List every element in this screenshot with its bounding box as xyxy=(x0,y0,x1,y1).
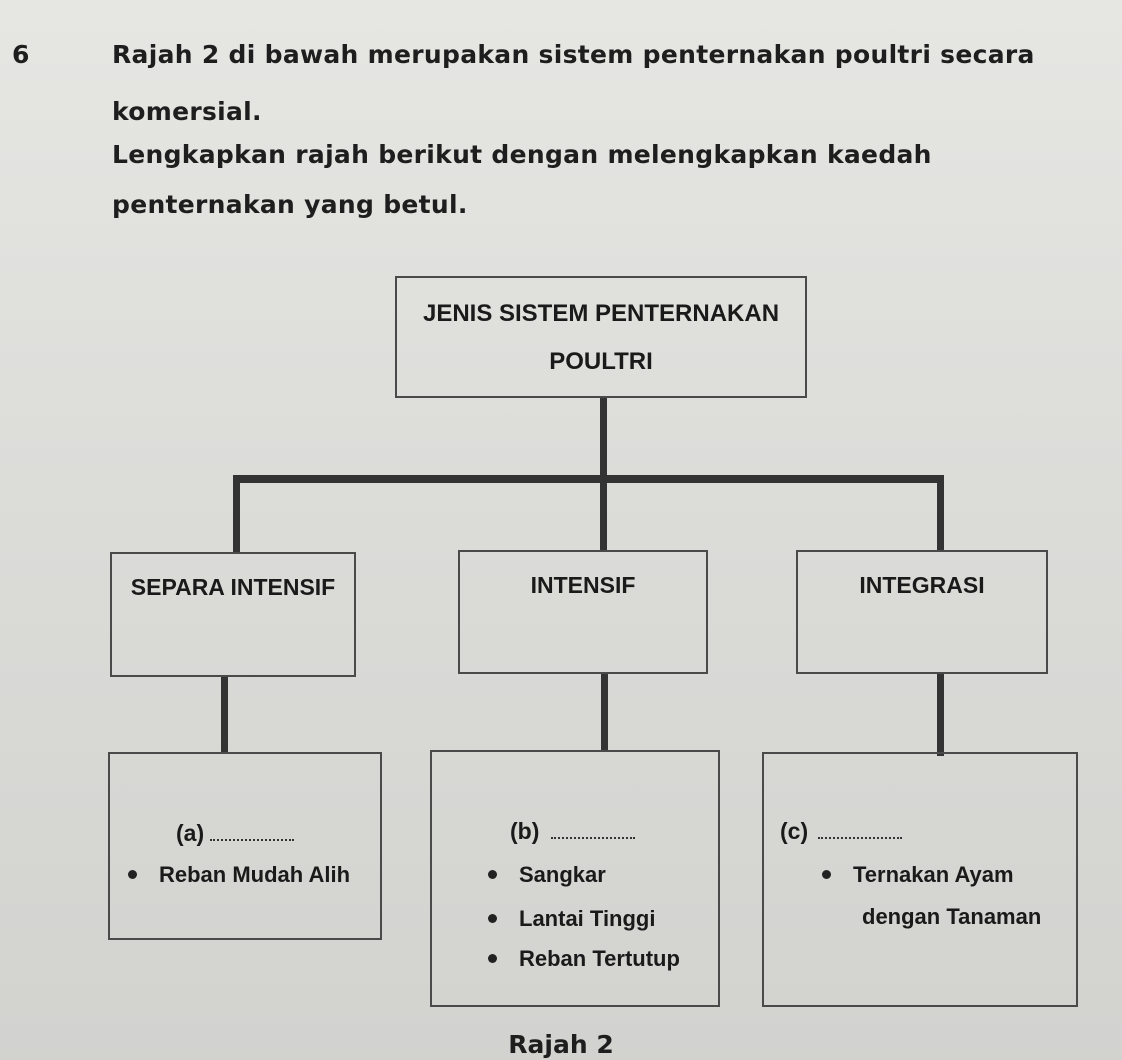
blank-b-label: (b) xyxy=(510,818,540,844)
connector-left-lower xyxy=(221,677,228,753)
category-label-intensif: INTENSIF xyxy=(530,572,636,598)
question-line-3: Lengkapkan rajah berikut dengan melengkapkan kaedah xyxy=(112,140,932,169)
answer-box-a xyxy=(108,752,382,940)
question-line-2: komersial. xyxy=(112,97,262,126)
category-label-separa-intensif: SEPARA INTENSIF xyxy=(130,574,336,600)
bullet-icon xyxy=(128,870,137,879)
bullet-icon xyxy=(488,954,497,963)
list-item-continuation xyxy=(862,904,1041,930)
root-title-line-1: JENIS SISTEM PENTERNAKAN xyxy=(422,300,780,327)
blank-b-answer-line[interactable] xyxy=(551,823,635,839)
root-box xyxy=(395,276,807,398)
blank-a-answer-line[interactable] xyxy=(210,825,294,841)
blank-c-answer-line[interactable] xyxy=(818,823,902,839)
list-item-text: Reban Tertutup xyxy=(519,946,680,971)
connector-left-drop xyxy=(233,480,240,552)
category-box-intensif xyxy=(458,550,708,674)
question-line-1: Rajah 2 di bawah merupakan sistem penternakan poultri secara xyxy=(112,40,1035,69)
list-item-text: Ternakan Ayam xyxy=(853,862,1014,887)
connector-right-lower xyxy=(937,674,944,756)
list-item xyxy=(128,862,350,888)
bullet-icon xyxy=(822,870,831,879)
connector-horizontal xyxy=(233,475,944,483)
question-line-4: penternakan yang betul. xyxy=(112,190,468,219)
list-item-text: Lantai Tinggi xyxy=(519,906,656,931)
category-label-integrasi: INTEGRASI xyxy=(859,572,985,598)
category-box-integrasi xyxy=(796,550,1048,674)
root-title-line-2: POULTRI xyxy=(549,348,653,375)
figure-caption: Rajah 2 xyxy=(508,1030,614,1059)
blank-c xyxy=(780,818,902,845)
category-box-separa-intensif xyxy=(110,552,356,677)
list-item xyxy=(488,906,655,932)
list-item xyxy=(822,862,1014,888)
connector-middle-drop xyxy=(600,480,607,550)
list-item-text: dengan Tanaman xyxy=(862,904,1042,929)
list-item xyxy=(488,862,606,888)
list-item xyxy=(488,946,680,972)
bullet-icon xyxy=(488,870,497,879)
connector-root-trunk xyxy=(600,398,607,482)
blank-a-label: (a) xyxy=(176,820,205,846)
blank-a xyxy=(176,820,294,847)
question-number: 6 xyxy=(12,40,30,69)
answer-box-b xyxy=(430,750,720,1007)
bullet-icon xyxy=(488,914,497,923)
list-item-text: Reban Mudah Alih xyxy=(159,862,351,887)
blank-c-label: (c) xyxy=(780,818,809,844)
list-item-text: Sangkar xyxy=(519,862,606,887)
blank-b xyxy=(510,818,635,845)
connector-right-drop xyxy=(937,478,944,550)
connector-middle-lower xyxy=(601,674,608,752)
answer-box-c xyxy=(762,752,1078,1007)
